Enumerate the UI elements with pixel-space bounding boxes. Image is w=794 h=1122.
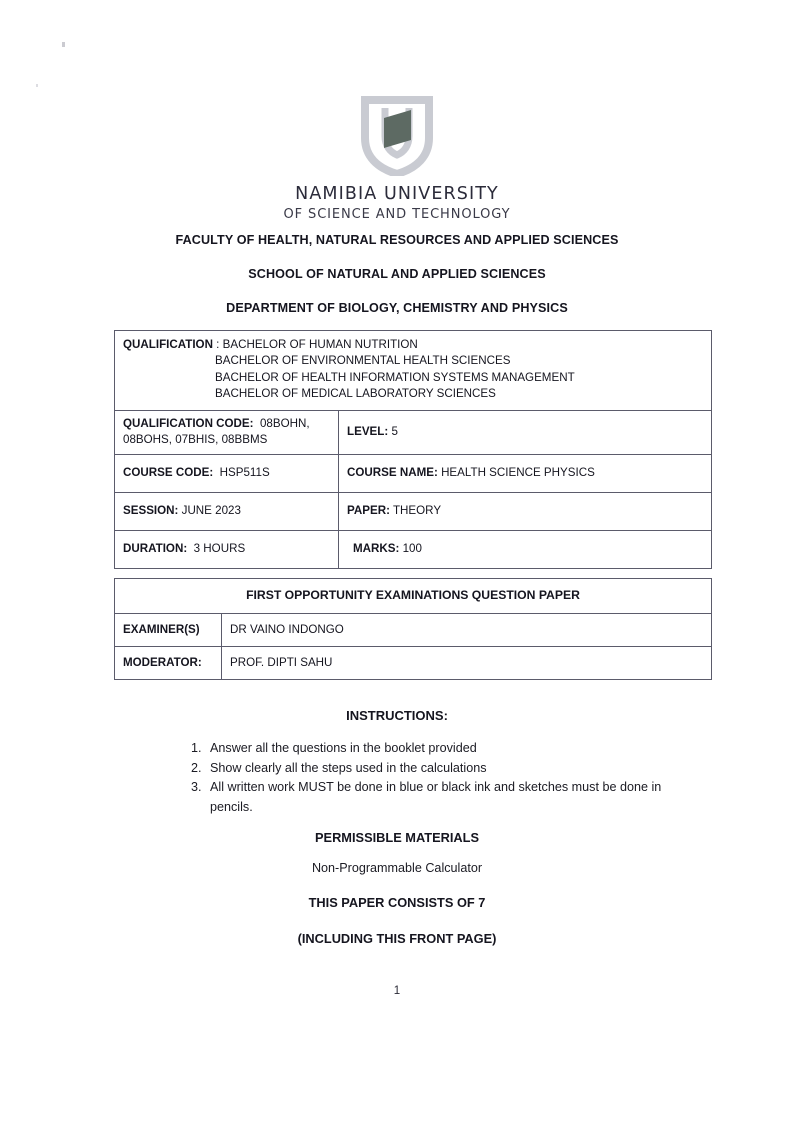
qualification-code-cell <box>115 410 339 454</box>
moderator-label: MODERATOR: <box>115 647 222 680</box>
scan-artifact <box>36 84 38 87</box>
duration-value: 3 HOURS <box>193 541 246 555</box>
exam-paper-title: FIRST OPPORTUNITY EXAMINATIONS QUESTION PAPER <box>115 579 712 614</box>
university-logo <box>0 96 794 176</box>
university-wordmark <box>0 184 794 223</box>
qualification-label: QUALIFICATION <box>123 338 213 351</box>
nust-shield-logo <box>359 96 435 176</box>
qualification-code-line1 <box>123 416 330 432</box>
qualification-separator: : <box>212 338 223 351</box>
list-item: 3. All written work MUST be done in blue or black ink and sketches must be done in pencils. <box>205 778 695 817</box>
level-cell <box>339 410 712 454</box>
qualification-row-1: BACHELOR OF ENVIRONMENTAL HEALTH SCIENCES <box>215 354 511 368</box>
qualification-code-label: QUALIFICATION CODE: <box>123 416 254 430</box>
examiners-label: EXAMINER(S) <box>115 614 222 647</box>
qualification-row-3: BACHELOR OF MEDICAL LABORATORY SCIENCES <box>215 387 496 401</box>
level-label: LEVEL: <box>347 425 389 439</box>
permissible-materials-text: Non-Programmable Calculator <box>311 861 483 875</box>
qualification-table <box>114 330 712 569</box>
qualification-code-value-1: 08BOHN, <box>259 416 310 430</box>
university-name-line1: NAMIBIA UNIVERSITY <box>295 184 499 204</box>
instructions-list <box>180 739 695 818</box>
table-row <box>115 454 712 492</box>
list-item: 2. Show clearly all the steps used in the calculations <box>205 759 695 779</box>
moderator-value: PROF. DIPTI SAHU <box>222 647 712 680</box>
session-cell <box>115 492 339 530</box>
paper-label: PAPER: <box>347 503 390 517</box>
marks-value: 100 <box>402 541 422 555</box>
paper-consists-line: THIS PAPER CONSISTS OF 7 <box>308 895 486 910</box>
qualification-cell <box>115 331 712 411</box>
school-heading: SCHOOL OF NATURAL AND APPLIED SCIENCES <box>248 267 546 281</box>
university-name-line2: OF SCIENCE AND TECHNOLOGY <box>283 206 511 222</box>
course-code-cell <box>115 454 339 492</box>
examiner-table <box>114 578 712 680</box>
instructions-title: INSTRUCTIONS: <box>346 708 448 723</box>
paper-value: THEORY <box>392 503 442 517</box>
list-item: 1. Answer all the questions in the booklet provided <box>205 739 695 759</box>
course-name-value: HEALTH SCIENCE PHYSICS <box>441 465 595 479</box>
including-front-page-line: (INCLUDING THIS FRONT PAGE) <box>297 931 497 946</box>
page-number: 1 <box>393 985 401 997</box>
marks-label: MARKS: <box>353 541 400 555</box>
scan-artifact <box>62 42 65 47</box>
permissible-materials-title: PERMISSIBLE MATERIALS <box>315 830 479 845</box>
qualification-row-0 <box>123 337 703 353</box>
table-row <box>115 614 712 647</box>
paper-cell <box>339 492 712 530</box>
table-row <box>115 410 712 454</box>
table-row <box>115 331 712 411</box>
table-row <box>115 579 712 614</box>
faculty-heading: FACULTY OF HEALTH, NATURAL RESOURCES AND APPLIED SCIENCES <box>175 233 619 247</box>
marks-cell <box>339 530 712 568</box>
course-code-value: HSP511S <box>219 465 270 479</box>
course-name-cell <box>339 454 712 492</box>
examiners-value: DR VAINO INDONGO <box>222 614 712 647</box>
duration-cell <box>115 530 339 568</box>
qualification-code-line2: 08BOHS, 07BHIS, 08BBMS <box>123 433 268 447</box>
table-row <box>115 492 712 530</box>
qualification-value-0: BACHELOR OF HUMAN NUTRITION <box>222 338 418 351</box>
table-row <box>115 647 712 680</box>
session-value: JUNE 2023 <box>181 503 241 517</box>
table-row <box>115 530 712 568</box>
qualification-row-2: BACHELOR OF HEALTH INFORMATION SYSTEMS MANAGEMENT <box>215 370 575 384</box>
course-name-label: COURSE NAME: <box>347 465 438 479</box>
duration-label: DURATION: <box>123 541 188 555</box>
session-label: SESSION: <box>123 503 179 517</box>
department-heading: DEPARTMENT OF BIOLOGY, CHEMISTRY AND PHYSICS <box>226 301 568 315</box>
level-value: 5 <box>391 425 398 439</box>
course-code-label: COURSE CODE: <box>123 465 214 479</box>
